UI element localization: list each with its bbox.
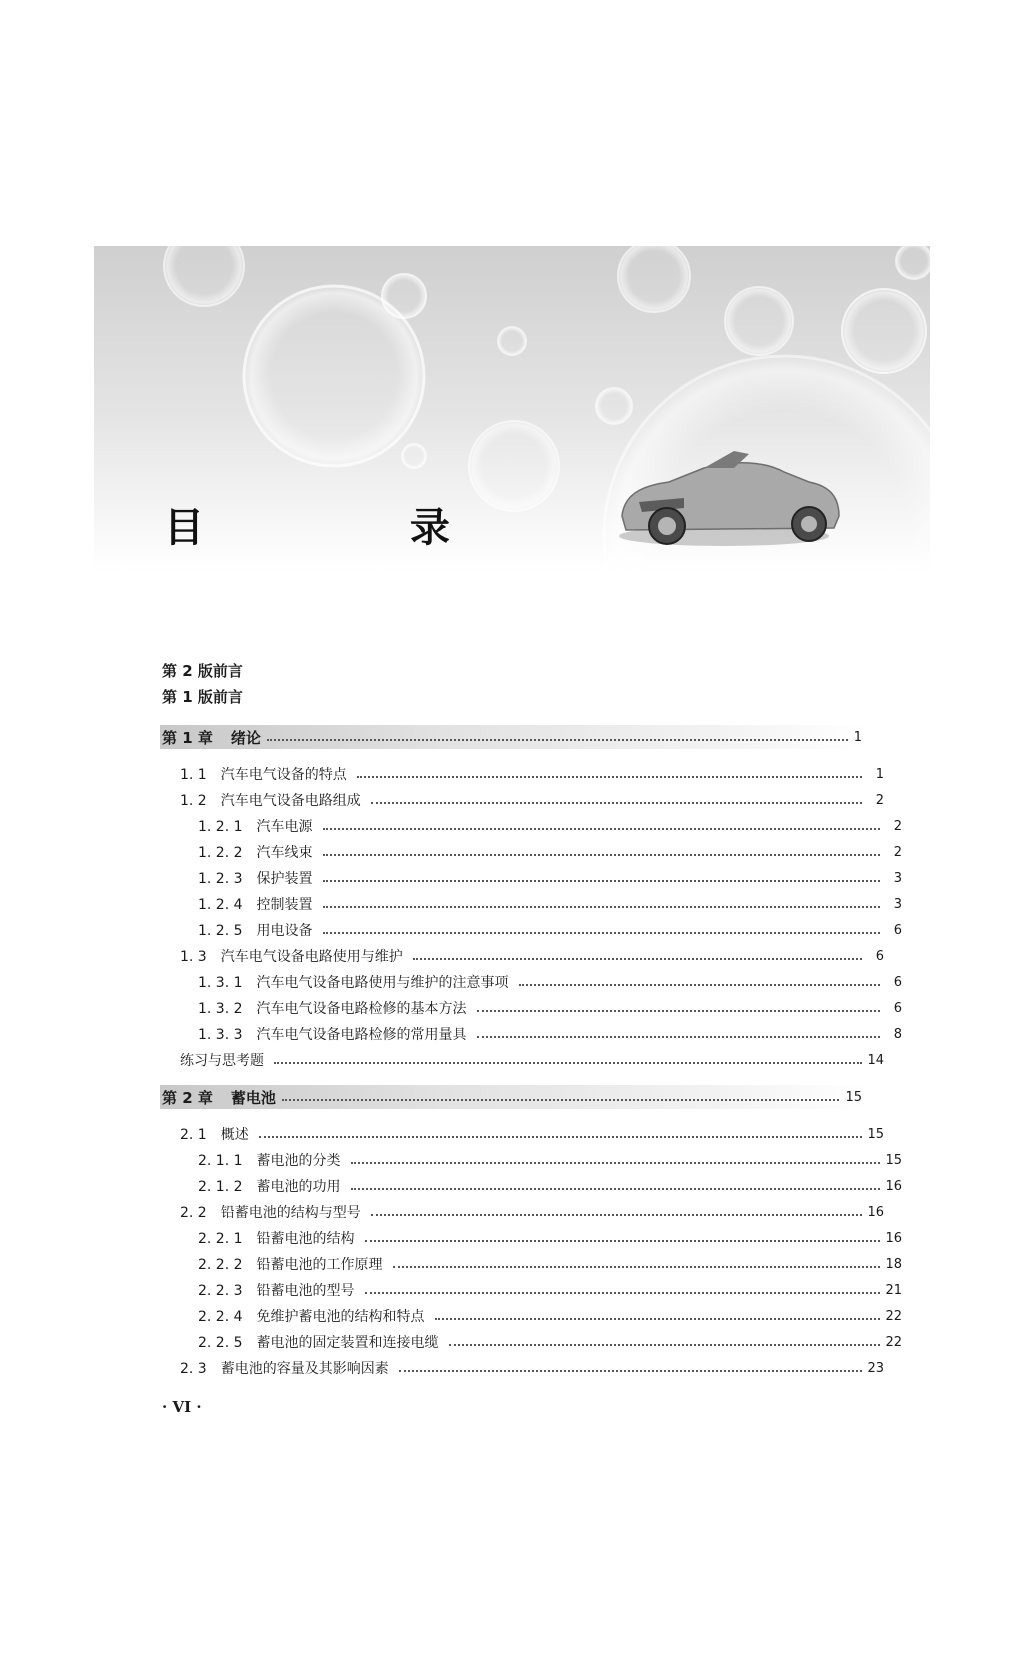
toc-entry[interactable]: 2. 3 蓄电池的容量及其影响因素 23 (180, 1360, 884, 1377)
toc-entry[interactable]: 2. 2 铅蓄电池的结构与型号 16 (180, 1204, 884, 1221)
chapter-number: 第 2 章 (162, 1088, 213, 1107)
page-footer-number: · VI · (162, 1398, 202, 1416)
toc-entry[interactable]: 2. 1. 2 蓄电池的功用 16 (198, 1178, 902, 1195)
toc-entry[interactable]: 1. 1 汽车电气设备的特点 1 (180, 766, 884, 783)
toc-entry[interactable]: 1. 2. 5 用电设备 6 (198, 922, 902, 939)
header-banner (94, 246, 930, 572)
leader-dots (282, 1099, 840, 1101)
page-number: 1 (853, 729, 862, 745)
toc-entry[interactable]: 2. 1 概述 15 (180, 1126, 884, 1143)
chapter-2-heading[interactable] (160, 1085, 866, 1109)
chapter-number: 第 1 章 (162, 728, 213, 747)
toc-entry[interactable]: 1. 3. 2 汽车电气设备电路检修的基本方法 6 (198, 1000, 902, 1017)
toc-entry[interactable]: 1. 3 汽车电气设备电路使用与维护 6 (180, 948, 884, 965)
toc-entry[interactable]: 1. 2 汽车电气设备电路组成 2 (180, 792, 884, 809)
toc-entry[interactable]: 练习与思考题 14 (180, 1052, 884, 1069)
toc-entry[interactable]: 1. 2. 2 汽车线束 2 (198, 844, 902, 861)
chapter-title: 蓄电池 (230, 1088, 276, 1107)
page-number: 15 (845, 1089, 862, 1105)
toc-entry[interactable]: 2. 2. 1 铅蓄电池的结构 16 (198, 1230, 902, 1247)
preface-1: 第 1 版前言 (162, 688, 243, 706)
toc-entry[interactable]: 2. 1. 1 蓄电池的分类 15 (198, 1152, 902, 1169)
toc-entry[interactable]: 2. 2. 5 蓄电池的固定装置和连接电缆 22 (198, 1334, 902, 1351)
toc-entry[interactable]: 1. 3. 1 汽车电气设备电路使用与维护的注意事项 6 (198, 974, 902, 991)
toc-entry[interactable]: 1. 2. 4 控制装置 3 (198, 896, 902, 913)
toc-entry[interactable]: 2. 2. 2 铅蓄电池的工作原理 18 (198, 1256, 902, 1273)
chapter-1-heading[interactable] (160, 725, 866, 749)
chapter-title: 绪论 (230, 728, 261, 747)
toc-entry[interactable]: 1. 2. 3 保护装置 3 (198, 870, 902, 887)
toc-entry[interactable]: 2. 2. 4 免维护蓄电池的结构和特点 22 (198, 1308, 902, 1325)
leader-dots (267, 739, 848, 741)
toc-entry[interactable]: 1. 2. 1 汽车电源 2 (198, 818, 902, 835)
page-title: 目 录 (164, 504, 546, 551)
toc-entry[interactable]: 1. 3. 3 汽车电气设备电路检修的常用量具 8 (198, 1026, 902, 1043)
preface-2: 第 2 版前言 (162, 662, 243, 680)
toc-entry[interactable]: 2. 2. 3 铅蓄电池的型号 21 (198, 1282, 902, 1299)
